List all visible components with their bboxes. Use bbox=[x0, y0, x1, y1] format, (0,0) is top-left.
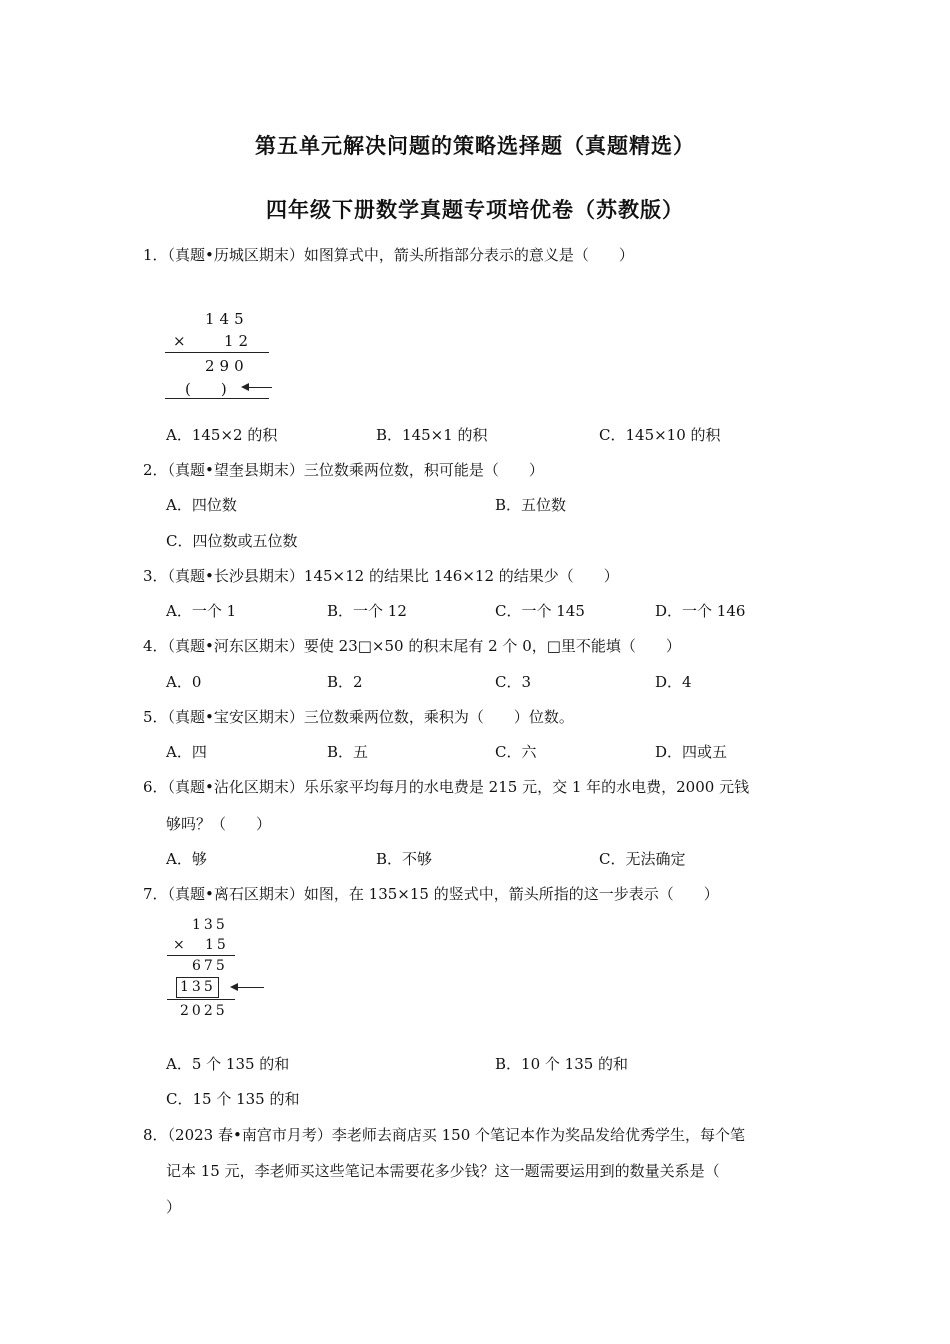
option-a[interactable]: A．四 bbox=[166, 743, 207, 761]
question-number: 8． bbox=[143, 1126, 168, 1144]
question-5 bbox=[143, 708, 574, 726]
option-d[interactable]: D．一个 146 bbox=[655, 602, 746, 620]
question-text-continued: 记本 15 元，李老师买这些笔记本需要花多少钱？这一题需要运用到的数量关系是（ bbox=[166, 1162, 720, 1180]
option-b[interactable]: B．一个 12 bbox=[327, 602, 407, 620]
option-b[interactable]: B．五 bbox=[327, 743, 369, 761]
question-text: （真题•沾化区期末）乐乐家平均每月的水电费是 215 元，交 1 年的水电费，2000 元钱 bbox=[167, 778, 750, 796]
calc-row-multiplier: 15 bbox=[205, 937, 229, 953]
option-b[interactable]: B．10 个 135 的和 bbox=[495, 1055, 629, 1073]
page-title: 第五单元解决问题的策略选择题（真题精选） bbox=[255, 134, 695, 158]
arrow-icon bbox=[232, 987, 264, 988]
option-b[interactable]: B．不够 bbox=[376, 850, 433, 868]
question-7 bbox=[143, 885, 719, 903]
question-4 bbox=[143, 637, 681, 655]
option-c[interactable]: C．145×10 的积 bbox=[599, 426, 721, 444]
question-number: 3． bbox=[143, 567, 168, 585]
calc-line bbox=[167, 999, 235, 1000]
calc-row-partial-2: 135 bbox=[180, 979, 216, 995]
calc-row-product: 2025 bbox=[180, 1003, 228, 1019]
option-a[interactable]: A．5 个 135 的和 bbox=[166, 1055, 290, 1073]
question-number: 4． bbox=[143, 637, 168, 655]
calc-row-partial-1: 675 bbox=[192, 958, 228, 974]
calc-line bbox=[167, 955, 235, 956]
question-2 bbox=[143, 461, 544, 479]
question-text: （真题•望奎县期末）三位数乘两位数，积可能是（ ） bbox=[167, 461, 544, 479]
option-c[interactable]: C．一个 145 bbox=[495, 602, 585, 620]
option-b[interactable]: B．145×1 的积 bbox=[376, 426, 488, 444]
calc-row-blank: ( ) bbox=[185, 380, 227, 398]
option-a[interactable]: A．0 bbox=[166, 673, 202, 691]
question-6 bbox=[143, 778, 749, 796]
calc-multiply-sign: × bbox=[173, 937, 190, 953]
question-text: （真题•离石区期末）如图，在 135×15 的竖式中，箭头所指的这一步表示（ ） bbox=[167, 885, 719, 903]
page-subtitle: 四年级下册数学真题专项培优卷（苏教版） bbox=[266, 198, 684, 222]
option-b[interactable]: B．五位数 bbox=[495, 496, 567, 514]
question-number: 7． bbox=[143, 885, 168, 903]
option-c[interactable]: C．3 bbox=[495, 673, 532, 691]
calc-line bbox=[165, 398, 269, 399]
option-c[interactable]: C．六 bbox=[495, 743, 537, 761]
option-a[interactable]: A．四位数 bbox=[166, 496, 237, 514]
calc-line bbox=[165, 352, 269, 353]
calc-multiply-sign: × bbox=[173, 332, 191, 350]
option-a[interactable]: A．够 bbox=[166, 850, 207, 868]
calc-row-multiplicand: 145 bbox=[205, 310, 249, 328]
question-text: （2023 春•南宫市月考）李老师去商店买 150 个笔记本作为奖品发给优秀学生，每个笔 bbox=[167, 1126, 746, 1144]
calc-row-multiplicand: 135 bbox=[192, 917, 228, 933]
question-text-continued: 够吗？（ ） bbox=[166, 815, 272, 833]
option-d[interactable]: D．四或五 bbox=[655, 743, 728, 761]
question-text-continued-2: ） bbox=[166, 1198, 182, 1216]
question-number: 2． bbox=[143, 461, 168, 479]
option-c[interactable]: C．无法确定 bbox=[599, 850, 686, 868]
option-a[interactable]: A．一个 1 bbox=[166, 602, 237, 620]
option-b[interactable]: B．2 bbox=[327, 673, 363, 691]
question-text: （真题•长沙县期末）145×12 的结果比 146×12 的结果少（ ） bbox=[167, 567, 619, 585]
question-8 bbox=[143, 1126, 745, 1144]
question-text: （真题•历城区期末）如图算式中，箭头所指部分表示的意义是（ ） bbox=[167, 246, 634, 264]
question-1 bbox=[143, 246, 634, 264]
question-number: 5． bbox=[143, 708, 168, 726]
question-number: 1． bbox=[143, 246, 168, 264]
question-text: （真题•河东区期末）要使 23□×50 的积末尾有 2 个 0，□里不能填（ ） bbox=[167, 637, 681, 655]
option-d[interactable]: D．4 bbox=[655, 673, 692, 691]
arrow-icon bbox=[243, 387, 272, 388]
question-number: 6． bbox=[143, 778, 168, 796]
option-a[interactable]: A．145×2 的积 bbox=[166, 426, 278, 444]
option-c[interactable]: C．四位数或五位数 bbox=[166, 532, 298, 550]
calc-row-multiplier: 12 bbox=[224, 332, 254, 350]
question-3 bbox=[143, 567, 619, 585]
calc-row-partial-1: 290 bbox=[205, 357, 249, 375]
option-c[interactable]: C．15 个 135 的和 bbox=[166, 1090, 300, 1108]
question-text: （真题•宝安区期末）三位数乘两位数，乘积为（ ）位数。 bbox=[167, 708, 574, 726]
